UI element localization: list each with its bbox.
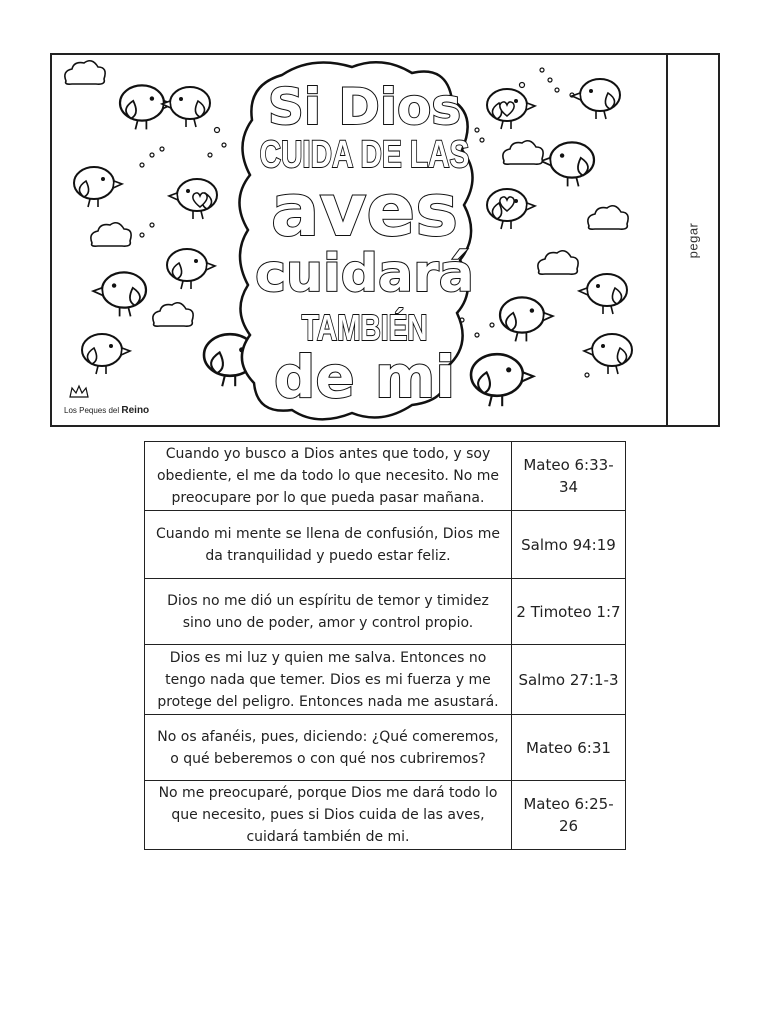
table-row [145,511,626,579]
bird-icon [82,334,130,374]
bird-icon [500,297,553,341]
title [232,69,497,414]
verse-reference: Salmo 27:1-3 [511,645,625,715]
cloud-icon [153,303,193,326]
verse-text: Cuando yo busco a Dios antes que todo, y soy obediente, el me da todo lo que necesito. No me preocupare por lo que pueda pasar mañana. [145,442,512,511]
title-line: Si Dios [267,77,462,136]
cloud-icon [65,61,105,84]
table-row [145,579,626,645]
verse-text: No os afanéis, pues, diciendo: ¿Qué comeremos, o qué beberemos o con qué nos cubriremos? [145,715,512,781]
cloud-icon [538,251,578,274]
bird-icon [167,249,215,289]
crown-icon [70,386,88,397]
bird-icon [579,274,627,314]
verse-reference: Mateo 6:33-34 [511,442,625,511]
title-line: cuidará [255,243,474,304]
title-line: TAMBIÉN [301,306,428,348]
bird-icon [74,167,122,207]
cloud-icon [503,141,543,164]
verse-text: Dios no me dió un espíritu de temor y timidez sino uno de poder, amor y control propio. [145,579,512,645]
verse-text: No me preocuparé, porque Dios me dará todo lo que necesito, pues si Dios cuida de las aves, cuidará también de mi. [145,781,512,850]
title-line: aves [270,167,459,252]
table-row [145,715,626,781]
verse-reference: 2 Timoteo 1:7 [511,579,625,645]
verse-text: Dios es mi luz y quien me salva. Entonces no tengo nada que temer. Dios es mi fuerza y me protege del peligro. Entonces nada me asustará. [145,645,512,715]
table-row [145,781,626,850]
cloud-icon [588,206,628,229]
coloring-panel [50,53,720,427]
title-line: CUIDA DE LAS [259,133,470,176]
table-row [145,442,626,511]
glue-tab [666,55,720,425]
verse-reference: Mateo 6:31 [511,715,625,781]
verse-text: Cuando mi mente se llena de confusión, Dios me da tranquilidad y puedo estar feliz. [145,511,512,579]
verses-table [144,441,626,850]
brand-prefix: Los Peques del [64,406,120,415]
verse-reference: Mateo 6:25-26 [511,781,625,850]
title-line: de mi [273,342,456,411]
bird-icon [120,85,173,129]
table-row [145,645,626,715]
bird-icon [541,142,594,186]
brand-logo [64,405,149,416]
bird-icon [584,334,632,374]
bird-icon [93,272,146,316]
bird-icon [162,87,210,127]
cloud-icon [91,223,131,246]
verse-reference: Salmo 94:19 [511,511,625,579]
bird-icon [572,79,620,119]
brand-name: Reino [121,405,150,416]
glue-tab-label: pegar [685,222,701,258]
